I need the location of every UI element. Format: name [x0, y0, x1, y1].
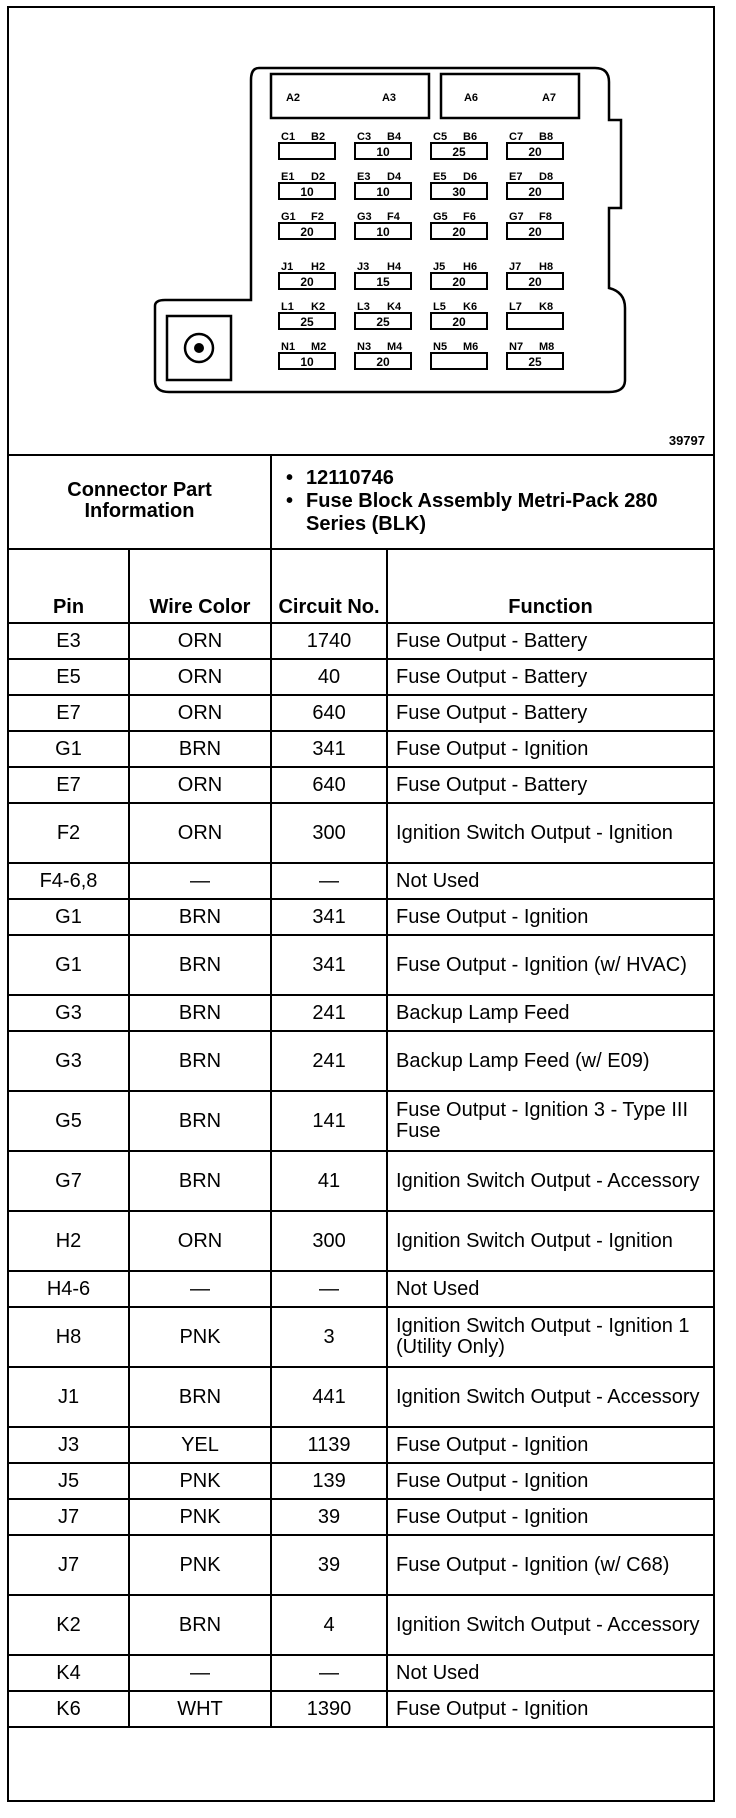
- cell-function: Backup Lamp Feed (w/ E09): [387, 1031, 713, 1091]
- part-number: • 12110746: [306, 467, 707, 490]
- table-row: [9, 1499, 713, 1535]
- fuse-slot-label: H4: [387, 261, 402, 273]
- fuse-amperage: 30: [452, 185, 466, 199]
- cell-pin: G1: [9, 899, 129, 935]
- connector-sheet: [7, 6, 715, 1802]
- fuse-amperage: 20: [528, 145, 542, 159]
- cell-wire-color: —: [129, 863, 271, 899]
- cell-pin: K6: [9, 1691, 129, 1727]
- table-row: [9, 695, 713, 731]
- fuse-slot-label: C7: [509, 131, 524, 143]
- table-row: [9, 863, 713, 899]
- fuse-slot-label: G1: [281, 211, 296, 223]
- fuse-slot-label: G3: [357, 211, 372, 223]
- col-function: Function: [387, 549, 713, 623]
- fuse-slot-label: B2: [311, 131, 326, 143]
- cell-circuit: 1390: [271, 1691, 387, 1727]
- table-row: [9, 935, 713, 995]
- cell-function: Ignition Switch Output - Accessory: [387, 1367, 713, 1427]
- fuse-slot-label: E3: [357, 171, 371, 183]
- fuse-amperage: 20: [376, 355, 390, 369]
- cell-wire-color: BRN: [129, 731, 271, 767]
- fuse-slot-label: N3: [357, 341, 372, 353]
- connector-info-label: Connector Part Information: [9, 454, 271, 549]
- cell-wire-color: ORN: [129, 659, 271, 695]
- cell-pin: E7: [9, 767, 129, 803]
- fuse-amperage: 20: [528, 225, 542, 239]
- fuse-amperage: 20: [452, 225, 466, 239]
- fuse-slot-label: L5: [433, 301, 446, 313]
- cell-pin: K4: [9, 1655, 129, 1691]
- table-row: [9, 1271, 713, 1307]
- cell-circuit: 300: [271, 803, 387, 863]
- fuse-slot-label: M2: [311, 341, 327, 353]
- table-header: [9, 549, 713, 623]
- fuse-slot-label: J3: [357, 261, 370, 273]
- cell-wire-color: PNK: [129, 1499, 271, 1535]
- table-row: [9, 899, 713, 935]
- fuse-slot-label: K6: [463, 301, 478, 313]
- fuse-amperage: 20: [300, 275, 314, 289]
- cell-circuit: 341: [271, 899, 387, 935]
- fuse-amperage: 15: [376, 275, 390, 289]
- cell-wire-color: BRN: [129, 935, 271, 995]
- cell-function: Not Used: [387, 1271, 713, 1307]
- fuse-amperage: 20: [452, 315, 466, 329]
- fuse-amperage: 10: [300, 355, 314, 369]
- fuse-slot-label: N1: [281, 341, 296, 353]
- cell-pin: E7: [9, 695, 129, 731]
- cell-pin: J3: [9, 1427, 129, 1463]
- slot-label: A2: [285, 92, 301, 104]
- fuse-slot-label: D2: [311, 171, 326, 183]
- fuse-slot-label: J1: [281, 261, 294, 273]
- cell-circuit: 39: [271, 1499, 387, 1535]
- cell-function: Fuse Output - Battery: [387, 659, 713, 695]
- cell-function: Fuse Output - Ignition 3 - Type III Fuse: [387, 1091, 713, 1151]
- part-description: • Fuse Block Assembly Metri-Pack 280 Series (BLK): [306, 490, 707, 536]
- table-row: [9, 803, 713, 863]
- cell-function: Not Used: [387, 863, 713, 899]
- relay-housing: [441, 74, 579, 118]
- fuse-slot-label: G5: [433, 211, 448, 223]
- cell-circuit: 441: [271, 1367, 387, 1427]
- cell-circuit: 40: [271, 659, 387, 695]
- fuse-slot-label: M4: [387, 341, 403, 353]
- cell-function: Ignition Switch Output - Accessory: [387, 1151, 713, 1211]
- fuse-amperage: 25: [376, 315, 390, 329]
- cell-wire-color: YEL: [129, 1427, 271, 1463]
- fuse-amperage: 20: [528, 185, 542, 199]
- fuse-slot-label: E5: [433, 171, 447, 183]
- cell-function: Fuse Output - Battery: [387, 623, 713, 659]
- cell-wire-color: —: [129, 1271, 271, 1307]
- cell-circuit: 241: [271, 995, 387, 1031]
- fuse-slot-label: J5: [433, 261, 446, 273]
- figure-number: 39797: [668, 433, 705, 448]
- cell-circuit: 141: [271, 1091, 387, 1151]
- fuse-slot-label: M6: [463, 341, 479, 353]
- fuse-slot-label: D6: [463, 171, 478, 183]
- cell-pin: G3: [9, 995, 129, 1031]
- table-row: [9, 623, 713, 659]
- cell-circuit: 640: [271, 695, 387, 731]
- cell-function: Not Used: [387, 1655, 713, 1691]
- fuse-amperage: 20: [528, 275, 542, 289]
- fuse-amperage: 10: [300, 185, 314, 199]
- cell-pin: F2: [9, 803, 129, 863]
- fuse-slot-label: F8: [539, 211, 552, 223]
- cell-circuit: 241: [271, 1031, 387, 1091]
- cell-pin: H2: [9, 1211, 129, 1271]
- table-row: [9, 731, 713, 767]
- connector-table: [9, 454, 713, 1728]
- fuse-block-diagram: [9, 8, 713, 456]
- cell-pin: E3: [9, 623, 129, 659]
- mounting-bolt-center-icon: [194, 343, 204, 353]
- cell-circuit: 139: [271, 1463, 387, 1499]
- fuse-slot-label: L1: [281, 301, 294, 313]
- cell-function: Fuse Output - Ignition: [387, 1691, 713, 1727]
- cell-pin: J1: [9, 1367, 129, 1427]
- fuse-slot-label: N7: [509, 341, 524, 353]
- cell-pin: F4-6,8: [9, 863, 129, 899]
- fuse-slot-label: C5: [433, 131, 448, 143]
- table-row: [9, 1691, 713, 1727]
- table-row: [9, 1595, 713, 1655]
- cell-pin: H8: [9, 1307, 129, 1367]
- cell-circuit: 341: [271, 731, 387, 767]
- fuse-slot-label: D4: [387, 171, 402, 183]
- connector-info-values: [271, 454, 713, 549]
- cell-wire-color: PNK: [129, 1463, 271, 1499]
- cell-function: Ignition Switch Output - Ignition 1 (Utility Only): [387, 1307, 713, 1367]
- cell-wire-color: ORN: [129, 1211, 271, 1271]
- cell-function: Fuse Output - Ignition: [387, 1499, 713, 1535]
- fuse-slot-label: K4: [387, 301, 402, 313]
- fuse-slot-label: L7: [509, 301, 522, 313]
- cell-function: Fuse Output - Ignition: [387, 1463, 713, 1499]
- fuse-amperage: 25: [300, 315, 314, 329]
- fuse-slot-label: L3: [357, 301, 370, 313]
- fuse-slot-label: K8: [539, 301, 554, 313]
- fuse-slot-label: H2: [311, 261, 326, 273]
- fuse-slot-label: E7: [509, 171, 523, 183]
- cell-pin: E5: [9, 659, 129, 695]
- cell-pin: J5: [9, 1463, 129, 1499]
- table-row: [9, 1463, 713, 1499]
- fuse: [279, 143, 335, 159]
- cell-circuit: 4: [271, 1595, 387, 1655]
- cell-wire-color: PNK: [129, 1307, 271, 1367]
- cell-pin: J7: [9, 1535, 129, 1595]
- cell-wire-color: BRN: [129, 899, 271, 935]
- col-pin: Pin: [9, 549, 129, 623]
- fuse-slot-label: J7: [509, 261, 522, 273]
- table-row: [9, 1535, 713, 1595]
- col-wire-color: Wire Color: [129, 549, 271, 623]
- fuse-slot-label: H6: [463, 261, 478, 273]
- table-row: [9, 1655, 713, 1691]
- cell-circuit: —: [271, 1271, 387, 1307]
- cell-circuit: 41: [271, 1151, 387, 1211]
- cell-wire-color: BRN: [129, 1151, 271, 1211]
- cell-wire-color: PNK: [129, 1535, 271, 1595]
- cell-wire-color: WHT: [129, 1691, 271, 1727]
- fuse-slot-label: E1: [281, 171, 295, 183]
- cell-circuit: 3: [271, 1307, 387, 1367]
- cell-wire-color: BRN: [129, 1595, 271, 1655]
- fuse-amperage: 25: [452, 145, 466, 159]
- fuse-slot-label: B4: [387, 131, 402, 143]
- cell-pin: K2: [9, 1595, 129, 1655]
- cell-function: Fuse Output - Ignition: [387, 899, 713, 935]
- cell-circuit: 39: [271, 1535, 387, 1595]
- cell-function: Fuse Output - Ignition: [387, 731, 713, 767]
- cell-circuit: 341: [271, 935, 387, 995]
- cell-circuit: —: [271, 863, 387, 899]
- cell-pin: H4-6: [9, 1271, 129, 1307]
- cell-pin: G1: [9, 731, 129, 767]
- cell-function: Backup Lamp Feed: [387, 995, 713, 1031]
- fuse-slot-label: F4: [387, 211, 400, 223]
- fuse-slot-label: D8: [539, 171, 554, 183]
- connector-info-row: [9, 454, 713, 549]
- cell-circuit: 640: [271, 767, 387, 803]
- cell-pin: G3: [9, 1031, 129, 1091]
- col-circuit: Circuit No.: [271, 549, 387, 623]
- fuse-amperage: 10: [376, 145, 390, 159]
- cell-wire-color: ORN: [129, 803, 271, 863]
- cell-function: Fuse Output - Battery: [387, 767, 713, 803]
- cell-wire-color: ORN: [129, 695, 271, 731]
- slot-label: A7: [541, 92, 557, 104]
- fuse-amperage: 10: [376, 185, 390, 199]
- fuse-slot-label: H8: [539, 261, 554, 273]
- table-row: [9, 1367, 713, 1427]
- slot-label: A6: [463, 92, 479, 104]
- fuse-slot-label: M8: [539, 341, 555, 353]
- cell-wire-color: BRN: [129, 995, 271, 1031]
- cell-wire-color: —: [129, 1655, 271, 1691]
- table-row: [9, 659, 713, 695]
- cell-wire-color: ORN: [129, 623, 271, 659]
- fuse-slot-label: G7: [509, 211, 524, 223]
- fuse-amperage: 20: [452, 275, 466, 289]
- table-row: [9, 767, 713, 803]
- cell-pin: G1: [9, 935, 129, 995]
- cell-circuit: 1139: [271, 1427, 387, 1463]
- fuse-amperage: 20: [300, 225, 314, 239]
- cell-circuit: 1740: [271, 623, 387, 659]
- cell-function: Ignition Switch Output - Ignition: [387, 803, 713, 863]
- fuse-slot-label: B8: [539, 131, 554, 143]
- table-row: [9, 1031, 713, 1091]
- table-row: [9, 1151, 713, 1211]
- fuse-amperage: 10: [376, 225, 390, 239]
- cell-wire-color: BRN: [129, 1367, 271, 1427]
- cell-function: Ignition Switch Output - Accessory: [387, 1595, 713, 1655]
- cell-wire-color: BRN: [129, 1031, 271, 1091]
- cell-pin: G7: [9, 1151, 129, 1211]
- table-row: [9, 995, 713, 1031]
- fuse-amperage: 25: [528, 355, 542, 369]
- slot-label: A3: [381, 92, 397, 104]
- fuse-slot-label: K2: [311, 301, 326, 313]
- cell-function: Fuse Output - Ignition: [387, 1427, 713, 1463]
- fuse-slot-label: C3: [357, 131, 372, 143]
- cell-pin: G5: [9, 1091, 129, 1151]
- cell-function: Fuse Output - Ignition (w/ C68): [387, 1535, 713, 1595]
- cell-wire-color: BRN: [129, 1091, 271, 1151]
- fuse-slot-label: B6: [463, 131, 478, 143]
- table-row: [9, 1211, 713, 1271]
- fuse: [507, 313, 563, 329]
- table-row: [9, 1427, 713, 1463]
- fuse-slot-label: C1: [281, 131, 296, 143]
- cell-function: Fuse Output - Ignition (w/ HVAC): [387, 935, 713, 995]
- table-row: [9, 1307, 713, 1367]
- cell-function: Fuse Output - Battery: [387, 695, 713, 731]
- cell-pin: J7: [9, 1499, 129, 1535]
- cell-wire-color: ORN: [129, 767, 271, 803]
- cell-circuit: —: [271, 1655, 387, 1691]
- fuse-block-drawing: [9, 8, 713, 454]
- fuse: [431, 353, 487, 369]
- fuse-slot-label: F6: [463, 211, 476, 223]
- fuse-slot-label: F2: [311, 211, 324, 223]
- cell-function: Ignition Switch Output - Ignition: [387, 1211, 713, 1271]
- table-row: [9, 1091, 713, 1151]
- cell-circuit: 300: [271, 1211, 387, 1271]
- fuse-slot-label: N5: [433, 341, 448, 353]
